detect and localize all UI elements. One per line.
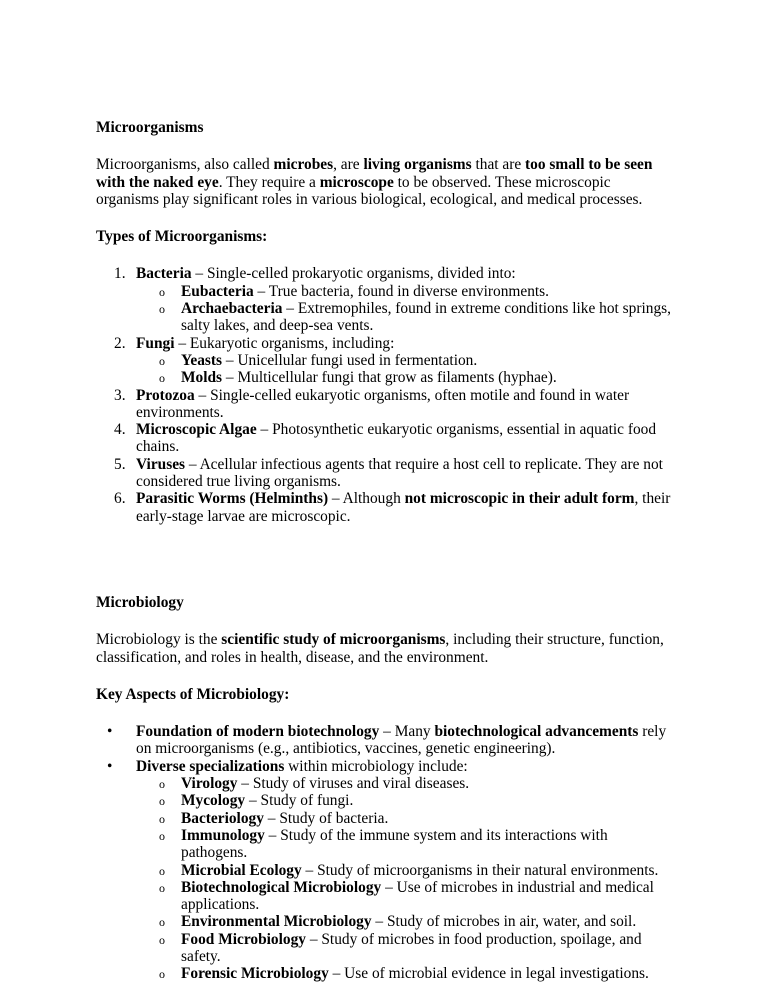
subitem-term: Molds	[181, 369, 223, 387]
intro-text: . They require a	[218, 173, 320, 191]
list-number: 4.	[114, 421, 126, 439]
specialization-term: Mycology	[181, 792, 246, 810]
list-number: 6.	[114, 490, 126, 508]
subitem-archaebacteria	[136, 300, 676, 335]
circle-bullet-icon: o	[159, 353, 165, 368]
specialization-term: Bacteriology	[181, 809, 264, 827]
type-item-viruses	[96, 456, 676, 491]
specialization-term: Immunology	[181, 826, 265, 844]
aspect-bold-phrase: biotechnological advancements	[434, 723, 639, 741]
intro-text: Microbiology is the	[96, 631, 222, 649]
circle-bullet-icon: o	[159, 915, 165, 930]
microorganisms-intro	[96, 156, 676, 208]
specialization-item	[136, 810, 676, 827]
specialization-desc: – Study of microorganisms in their natural environments.	[301, 861, 659, 879]
type-term: Fungi	[136, 334, 175, 352]
subitem-term: Yeasts	[181, 351, 223, 369]
specialization-desc: – Study of viruses and viral diseases.	[237, 775, 470, 793]
intro-bold-living-organisms: living organisms	[363, 156, 472, 174]
specialization-desc: – Study of microbes in air, water, and soil.	[371, 913, 637, 931]
specialization-term: Biotechnological Microbiology	[181, 878, 382, 896]
fungi-sublist	[136, 352, 676, 387]
specialization-term: Environmental Microbiology	[181, 913, 372, 931]
circle-bullet-icon: o	[159, 302, 165, 317]
aspect-desc: rely on microorganisms (e.g., antibiotics, vaccines, genetic engineering).	[136, 723, 667, 758]
intro-text: , are	[333, 156, 364, 174]
specialization-term: Forensic Microbiology	[181, 965, 329, 983]
aspect-term: Foundation of modern biotechnology	[136, 723, 380, 741]
specialization-desc: – Study of the immune system and its interactions with pathogens.	[181, 826, 608, 862]
list-number: 1.	[114, 265, 126, 283]
circle-bullet-icon: o	[159, 932, 165, 947]
type-desc: – Eukaryotic organisms, including:	[174, 334, 395, 352]
specialization-desc: – Use of microbial evidence in legal investigations.	[328, 965, 649, 983]
circle-bullet-icon: o	[159, 880, 165, 895]
specialization-item	[136, 792, 676, 809]
type-desc: – Single-celled prokaryotic organisms, divided into:	[191, 265, 516, 283]
circle-bullet-icon: o	[159, 371, 165, 386]
specialization-desc: – Study of fungi.	[245, 792, 354, 810]
types-list	[96, 265, 676, 524]
type-desc: – Single-celled eukaryotic organisms, often motile and found in water environments.	[136, 386, 630, 421]
subitem-term: Archaebacteria	[181, 300, 283, 318]
specialization-item	[136, 827, 676, 862]
type-desc: , their early-stage larvae are microscopic.	[136, 490, 671, 525]
type-item-protozoa	[96, 387, 676, 422]
intro-text: to be observed. These microscopic organisms play significant roles in various biological, ecological, and medical processes.	[96, 173, 643, 208]
specialization-term: Virology	[181, 775, 238, 793]
subitem-eubacteria	[136, 283, 676, 300]
bullet-icon: •	[107, 757, 113, 775]
specialization-desc: – Study of microbes in food production, spoilage, and safety.	[181, 930, 642, 965]
circle-bullet-icon: o	[159, 284, 165, 299]
type-desc: – Photosynthetic eukaryotic organisms, essential in aquatic food chains.	[136, 421, 657, 456]
list-number: 3.	[114, 386, 126, 404]
specialization-desc: – Study of bacteria.	[263, 809, 389, 827]
type-term: Parasitic Worms (Helminths)	[136, 490, 329, 508]
specialization-item	[136, 775, 676, 792]
specialization-item	[136, 862, 676, 879]
subitem-yeasts	[136, 352, 676, 369]
specialization-item	[136, 913, 676, 930]
bacteria-sublist	[136, 283, 676, 335]
circle-bullet-icon: o	[159, 828, 165, 843]
specialization-item	[136, 931, 676, 966]
type-item-algae	[96, 421, 676, 456]
document-page	[96, 119, 676, 983]
type-term: Microscopic Algae	[136, 421, 257, 439]
intro-text: Microorganisms, also called	[96, 156, 274, 174]
circle-bullet-icon: o	[159, 777, 165, 792]
intro-bold-microbes: microbes	[273, 156, 334, 174]
specialization-item	[136, 965, 676, 982]
intro-text: , including their structure, function, classification, and roles in health, disease, and the environment.	[96, 631, 664, 666]
type-desc: – Acellular infectious agents that require a host cell to replicate. They are not considered true living organisms.	[136, 455, 663, 491]
types-heading: Types of Microorganisms:	[96, 228, 268, 246]
section-title-microorganisms: Microorganisms	[96, 119, 204, 136]
circle-bullet-icon: o	[159, 863, 165, 878]
intro-bold-scientific-study: scientific study of microorganisms	[221, 631, 446, 649]
intro-bold-microscope: microscope	[319, 173, 394, 191]
type-term: Protozoa	[136, 386, 195, 404]
list-number: 5.	[114, 455, 126, 473]
type-item-fungi	[96, 335, 676, 387]
type-term: Viruses	[136, 455, 186, 473]
aspects-list	[96, 723, 676, 982]
type-item-bacteria	[96, 265, 676, 334]
type-bold-phrase: not microscopic in their adult form	[404, 490, 635, 508]
specialization-term: Food Microbiology	[181, 930, 306, 948]
circle-bullet-icon: o	[159, 967, 165, 982]
type-term: Bacteria	[136, 265, 192, 283]
list-number: 2.	[114, 334, 126, 352]
specialization-term: Microbial Ecology	[181, 861, 302, 879]
section-title-microbiology: Microbiology	[96, 593, 184, 611]
subitem-desc: – True bacteria, found in diverse environments.	[253, 282, 550, 300]
subitem-molds	[136, 369, 676, 386]
type-item-helminths	[96, 490, 676, 525]
subitem-desc: – Unicellular fungi used in fermentation.	[222, 351, 478, 369]
specializations-sublist	[136, 775, 676, 983]
intro-bold-too-small: too small to be seen with the naked eye	[96, 156, 653, 191]
specialization-item	[136, 879, 676, 914]
aspect-item-biotechnology	[96, 723, 676, 758]
intro-text: that are	[471, 156, 526, 174]
subitem-desc: – Multicellular fungi that grow as filaments (hyphae).	[222, 369, 557, 387]
aspect-item-specializations	[96, 758, 676, 983]
microbiology-intro	[96, 631, 676, 666]
type-desc: – Although	[328, 490, 405, 508]
bullet-icon: •	[107, 723, 113, 741]
subitem-desc: – Extremophiles, found in extreme conditions like hot springs, salty lakes, and deep-sea vents.	[181, 300, 671, 335]
subitem-term: Eubacteria	[181, 282, 254, 300]
specialization-desc: – Use of microbes in industrial and medical applications.	[181, 878, 654, 914]
circle-bullet-icon: o	[159, 794, 165, 809]
aspects-heading: Key Aspects of Microbiology:	[96, 685, 290, 703]
aspect-desc: – Many	[379, 723, 435, 741]
circle-bullet-icon: o	[159, 811, 165, 826]
aspect-desc: within microbiology include:	[284, 757, 468, 775]
aspect-term: Diverse specializations	[136, 757, 285, 775]
